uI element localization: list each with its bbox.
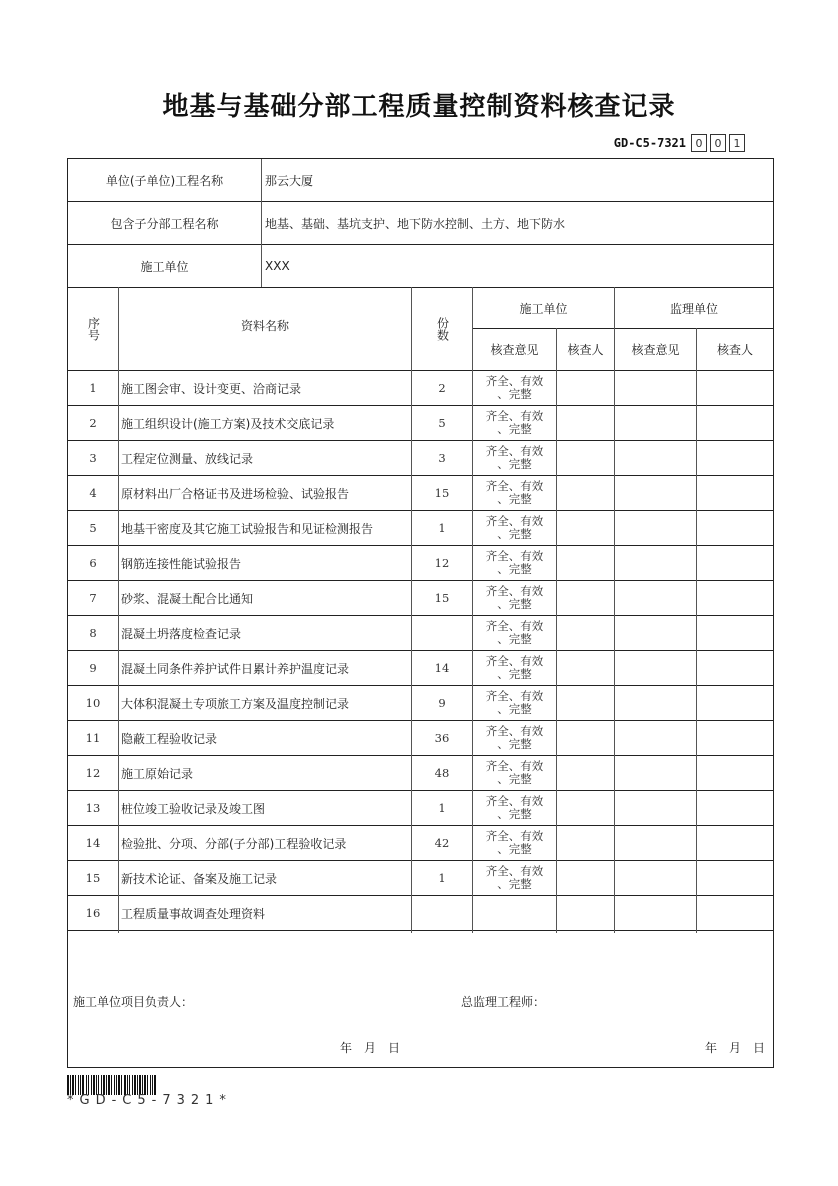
serial-box[interactable]: 0 [691, 134, 707, 152]
row-divider [68, 930, 773, 931]
row-seq: 15 [85, 871, 101, 885]
row-sup-opinion[interactable] [615, 406, 696, 440]
row-count[interactable]: 14 [434, 661, 450, 675]
row-document-name: 砂浆、混凝土配合比通知 [121, 591, 254, 606]
row-opinion-line: 齐全、有效 [485, 374, 544, 388]
row-opinion-line: 、完整 [497, 667, 532, 681]
row-opinion[interactable] [473, 476, 556, 510]
row-sup-opinion[interactable] [615, 826, 696, 860]
row-document-name: 地基干密度及其它施工试验报告和见证检测报告 [121, 521, 374, 536]
row-checker[interactable] [557, 581, 614, 615]
row-opinion-line: 、完整 [497, 492, 532, 506]
row-opinion-line: 、完整 [497, 422, 532, 436]
row-document-name: 混凝土同条件养护试件日累计养护温度记录 [121, 661, 350, 676]
row-opinion[interactable] [473, 861, 556, 895]
col-divider [411, 287, 412, 933]
row-checker[interactable] [557, 721, 614, 755]
row-document-name: 检验批、分项、分部(子分部)工程验收记录 [121, 836, 347, 851]
row-sup-opinion[interactable] [615, 441, 696, 475]
row-seq: 13 [85, 801, 101, 815]
barcode-text: *GD-C5-7321* [67, 1093, 232, 1108]
serial-box[interactable]: 0 [710, 134, 726, 152]
row-checker[interactable] [557, 476, 614, 510]
header-sup-checker: 核查人 [716, 343, 753, 357]
row-opinion-line: 、完整 [497, 597, 532, 611]
row-sup-checker[interactable] [697, 546, 773, 580]
row-sup-opinion[interactable] [615, 616, 696, 650]
row-opinion[interactable] [473, 896, 556, 930]
row-count[interactable] [412, 896, 472, 930]
row-opinion-line: 齐全、有效 [485, 479, 544, 493]
row-sup-opinion[interactable] [615, 791, 696, 825]
contractor-signoff-date[interactable]: 年 月 日 [340, 1041, 401, 1055]
row-sup-checker[interactable] [697, 651, 773, 685]
row-document-name: 施工组织设计(施工方案)及技术交底记录 [121, 416, 335, 431]
row-sup-checker[interactable] [697, 791, 773, 825]
row-opinion-line: 齐全、有效 [485, 549, 544, 563]
header-count [412, 288, 472, 370]
row-seq: 3 [89, 451, 97, 465]
header-sup-opinion: 核查意见 [631, 343, 680, 357]
row-document-name: 新技术论证、备案及施工记录 [121, 871, 278, 886]
row-count[interactable] [412, 616, 472, 650]
row-seq: 14 [85, 836, 101, 850]
row-count[interactable]: 9 [438, 696, 446, 710]
project-name-value[interactable]: 那云大厦 [265, 173, 314, 188]
form-code-row [614, 133, 745, 153]
sub-project-value[interactable]: 地基、基础、基坑支护、地下防水控制、土方、地下防水 [265, 216, 566, 231]
row-sup-checker[interactable] [697, 721, 773, 755]
row-count[interactable]: 2 [438, 381, 446, 395]
row-count[interactable]: 42 [434, 836, 450, 850]
row-count[interactable]: 15 [434, 591, 450, 605]
header-seq-text: 序号 [86, 317, 101, 341]
row-count[interactable]: 3 [438, 451, 446, 465]
contractor-label: 施工单位 [140, 259, 189, 274]
row-count[interactable]: 12 [434, 556, 450, 570]
row-count[interactable]: 1 [438, 801, 446, 815]
col-divider [472, 287, 473, 933]
row-opinion-line: 齐全、有效 [485, 619, 544, 633]
row-opinion[interactable] [473, 581, 556, 615]
header-checker: 核查人 [567, 343, 604, 357]
row-sup-checker[interactable] [697, 686, 773, 720]
row-opinion[interactable] [473, 826, 556, 860]
row-sup-opinion[interactable] [615, 861, 696, 895]
row-opinion-line: 、完整 [497, 807, 532, 821]
header-name: 资料名称 [240, 318, 289, 333]
row-document-name: 工程定位测量、放线记录 [121, 451, 254, 466]
form-code: GD-C5-7321 [613, 136, 686, 150]
row-document-name: 桩位竣工验收记录及竣工图 [121, 801, 266, 816]
row-seq: 7 [89, 591, 97, 605]
row-opinion[interactable] [473, 371, 556, 405]
contractor-value[interactable]: XXX [265, 259, 290, 273]
barcode-icon [67, 1075, 222, 1095]
row-sup-opinion[interactable] [615, 476, 696, 510]
header-count-text: 份数 [435, 317, 450, 341]
row-checker[interactable] [557, 861, 614, 895]
row-opinion-line: 、完整 [497, 877, 532, 891]
row-sup-checker[interactable] [697, 511, 773, 545]
row-document-name: 施工图会审、设计变更、洽商记录 [121, 381, 302, 396]
row-checker[interactable] [557, 616, 614, 650]
record-table [67, 158, 774, 1068]
row-count[interactable]: 1 [438, 521, 446, 535]
row-sup-checker[interactable] [697, 441, 773, 475]
col-divider [614, 287, 615, 933]
row-sup-opinion[interactable] [615, 721, 696, 755]
row-seq: 12 [85, 766, 101, 780]
col-divider [696, 328, 697, 933]
col-divider [556, 328, 557, 933]
row-sup-checker[interactable] [697, 616, 773, 650]
row-opinion[interactable] [473, 686, 556, 720]
row-seq: 5 [89, 521, 97, 535]
row-opinion-line: 、完整 [497, 457, 532, 471]
row-opinion-line: 齐全、有效 [485, 864, 544, 878]
row-sup-checker[interactable] [697, 896, 773, 930]
row-seq: 10 [85, 696, 101, 710]
row-checker[interactable] [557, 406, 614, 440]
row-document-name: 钢筋连接性能试验报告 [121, 556, 242, 571]
row-checker[interactable] [557, 686, 614, 720]
row-opinion-line: 、完整 [497, 562, 532, 576]
supervisor-signoff-label: 总监理工程师： [461, 995, 546, 1009]
row-checker[interactable] [557, 651, 614, 685]
row-opinion-line: 齐全、有效 [485, 654, 544, 668]
header-seq [68, 288, 118, 370]
row-sup-opinion[interactable] [615, 896, 696, 930]
row-opinion[interactable] [473, 791, 556, 825]
row-sup-opinion[interactable] [615, 651, 696, 685]
row-seq: 16 [85, 906, 101, 920]
row-count[interactable]: 5 [438, 416, 446, 430]
row-checker[interactable] [557, 546, 614, 580]
row-seq: 4 [89, 486, 97, 500]
row-document-name: 工程质量事故调查处理资料 [121, 906, 266, 921]
row-opinion-line: 齐全、有效 [485, 584, 544, 598]
col-divider [118, 287, 119, 933]
row-sup-checker[interactable] [697, 406, 773, 440]
row-opinion-line: 齐全、有效 [485, 794, 544, 808]
row-seq: 9 [89, 661, 97, 675]
row-seq: 8 [89, 626, 97, 640]
contractor-signoff-label: 施工单位项目负责人： [73, 995, 194, 1009]
header-contractor-group: 施工单位 [519, 301, 568, 316]
row-checker[interactable] [557, 511, 614, 545]
row-opinion[interactable] [473, 511, 556, 545]
row-sup-checker[interactable] [697, 581, 773, 615]
row-opinion-line: 齐全、有效 [485, 724, 544, 738]
row-sup-checker[interactable] [697, 371, 773, 405]
row-opinion-line: 、完整 [497, 702, 532, 716]
row-opinion-line: 齐全、有效 [485, 689, 544, 703]
row-sup-checker[interactable] [697, 476, 773, 510]
row-sup-checker[interactable] [697, 756, 773, 790]
row-opinion-line: 、完整 [497, 527, 532, 541]
row-seq: 1 [89, 381, 97, 395]
row-opinion[interactable] [473, 441, 556, 475]
row-opinion-line: 齐全、有效 [485, 444, 544, 458]
row-sup-opinion[interactable] [615, 511, 696, 545]
row-opinion[interactable] [473, 546, 556, 580]
row-opinion[interactable] [473, 721, 556, 755]
row-opinion[interactable] [473, 406, 556, 440]
row-sup-opinion[interactable] [615, 546, 696, 580]
row-seq: 6 [89, 556, 97, 570]
row-opinion-line: 齐全、有效 [485, 409, 544, 423]
row-sup-opinion[interactable] [615, 581, 696, 615]
row-seq: 2 [89, 416, 97, 430]
row-checker[interactable] [557, 371, 614, 405]
row-opinion[interactable] [473, 756, 556, 790]
row-sup-opinion[interactable] [615, 371, 696, 405]
row-checker[interactable] [557, 441, 614, 475]
header-opinion: 核查意见 [490, 343, 539, 357]
row-count[interactable]: 48 [434, 766, 450, 780]
row-document-name: 混凝土坍落度检查记录 [121, 626, 242, 641]
row-opinion-line: 、完整 [497, 632, 532, 646]
row-opinion-line: 、完整 [497, 737, 532, 751]
header-supervisor-group: 监理单位 [669, 301, 718, 316]
row-document-name: 施工原始记录 [121, 766, 194, 781]
project-name-label: 单位(子单位)工程名称 [105, 173, 224, 188]
row-count[interactable]: 1 [438, 871, 446, 885]
row-checker[interactable] [557, 896, 614, 930]
row-sup-opinion[interactable] [615, 756, 696, 790]
row-opinion[interactable] [473, 651, 556, 685]
barcode-bar [156, 1075, 157, 1095]
row-sup-checker[interactable] [697, 861, 773, 895]
row-opinion-line: 齐全、有效 [485, 759, 544, 773]
row-document-name: 隐蔽工程验收记录 [121, 731, 218, 746]
row-document-name: 大体积混凝土专项旅工方案及温度控制记录 [121, 696, 350, 711]
row-opinion-line: 、完整 [497, 772, 532, 786]
supervisor-signoff-date[interactable]: 年 月 日 [705, 1041, 766, 1055]
row-count[interactable]: 36 [434, 731, 450, 745]
row-sup-opinion[interactable] [615, 686, 696, 720]
row-count[interactable]: 15 [434, 486, 450, 500]
row-checker[interactable] [557, 826, 614, 860]
row-seq: 11 [85, 731, 101, 745]
row-opinion-line: 、完整 [497, 387, 532, 401]
document-title: 地基与基础分部工程质量控制资料核查记录 [162, 92, 676, 122]
row-document-name: 原材料出厂合格证书及进场检验、试验报告 [121, 486, 350, 501]
row-opinion[interactable] [473, 616, 556, 650]
row-opinion-line: 齐全、有效 [485, 514, 544, 528]
row-sup-checker[interactable] [697, 826, 773, 860]
row-opinion-line: 齐全、有效 [485, 829, 544, 843]
row-checker[interactable] [557, 791, 614, 825]
sub-project-label: 包含子分部工程名称 [110, 216, 219, 231]
row-opinion-line: 、完整 [497, 842, 532, 856]
row-checker[interactable] [557, 756, 614, 790]
serial-box[interactable]: 1 [729, 134, 745, 152]
